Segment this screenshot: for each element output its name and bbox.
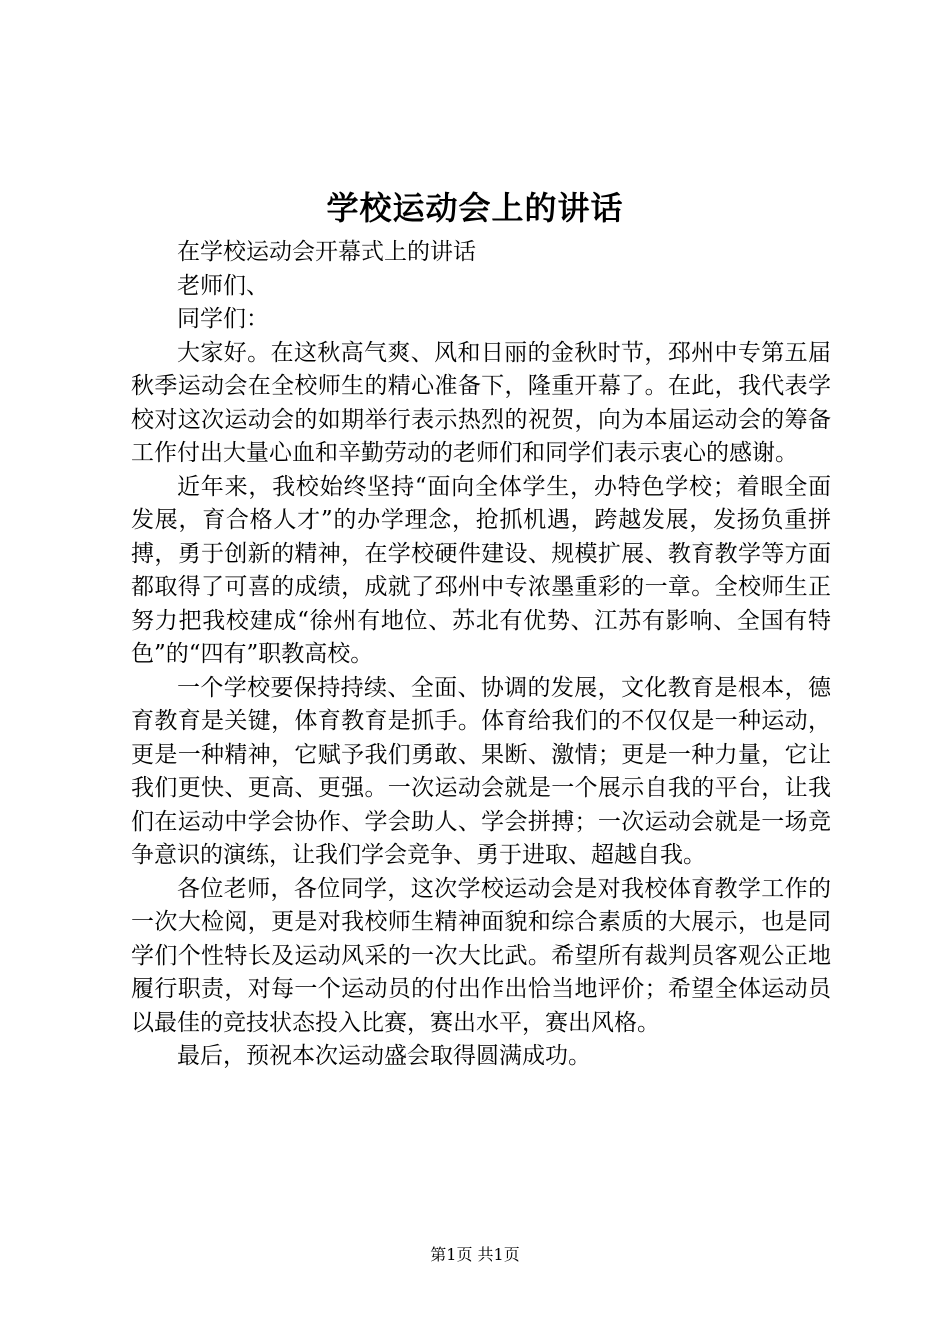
body-paragraph: 大家好。在这秋高气爽、风和日丽的金秋时节，邳州中专第五届秋季运动会在全校师生的精心准备下，隆重开幕了。在此，我代表学校对这次运动会的如期举行表示热烈的祝贺，向为本届运动会的筹备工作付出大量心血和辛勤劳动的老师们和同学们表示衷心的感谢。 — [131, 339, 831, 466]
document-body — [131, 236, 831, 1074]
body-paragraph: 一个学校要保持持续、全面、协调的发展，文化教育是根本，德育教育是关键，体育教育是抓手。体育给我们的不仅仅是一种运动，更是一种精神，它赋予我们勇敢、果断、激情；更是一种力量，它让我们更快、更高、更强。一次运动会就是一个展示自我的平台，让我们在运动中学会协作、学会助人、学会拼搏；一次运动会就是一场竞争意识的演练，让我们学会竞争、勇于进取、超越自我。 — [131, 674, 831, 868]
closing-paragraph: 最后，预祝本次运动盛会取得圆满成功。 — [177, 1043, 591, 1069]
speech-heading: 在学校运动会开幕式上的讲话 — [177, 239, 476, 265]
salutation-students: 同学们： — [177, 306, 269, 332]
salutation-teachers: 老师们、 — [177, 272, 269, 299]
body-paragraph: 近年来，我校始终坚持“面向全体学生，办特色学校；着眼全面发展，育合格人才”的办学理念，抢抓机遇，跨越发展，发扬负重拼搏，勇于创新的精神，在学校硬件建设、规模扩展、教育教学等方面都取得了可喜的成绩，成就了邳州中专浓墨重彩的一章。全校师生正努力把我校建成“徐州有地位、苏北有优势、江苏有影响、全国有特色”的“四有”职教高校。 — [131, 473, 831, 667]
document-title: 学校运动会上的讲话 — [326, 189, 624, 227]
body-paragraph: 各位老师，各位同学，这次学校运动会是对我校体育教学工作的一次大检阅，更是对我校师生精神面貌和综合素质的大展示，也是同学们个性特长及运动风采的一次大比武。希望所有裁判员客观公正地履行职责，对每一个运动员的付出作出恰当地评价；希望全体运动员以最佳的竞技状态投入比赛，赛出水平，赛出风格。 — [131, 875, 831, 1036]
page-number-footer: 第1页 共1页 — [430, 1245, 520, 1264]
